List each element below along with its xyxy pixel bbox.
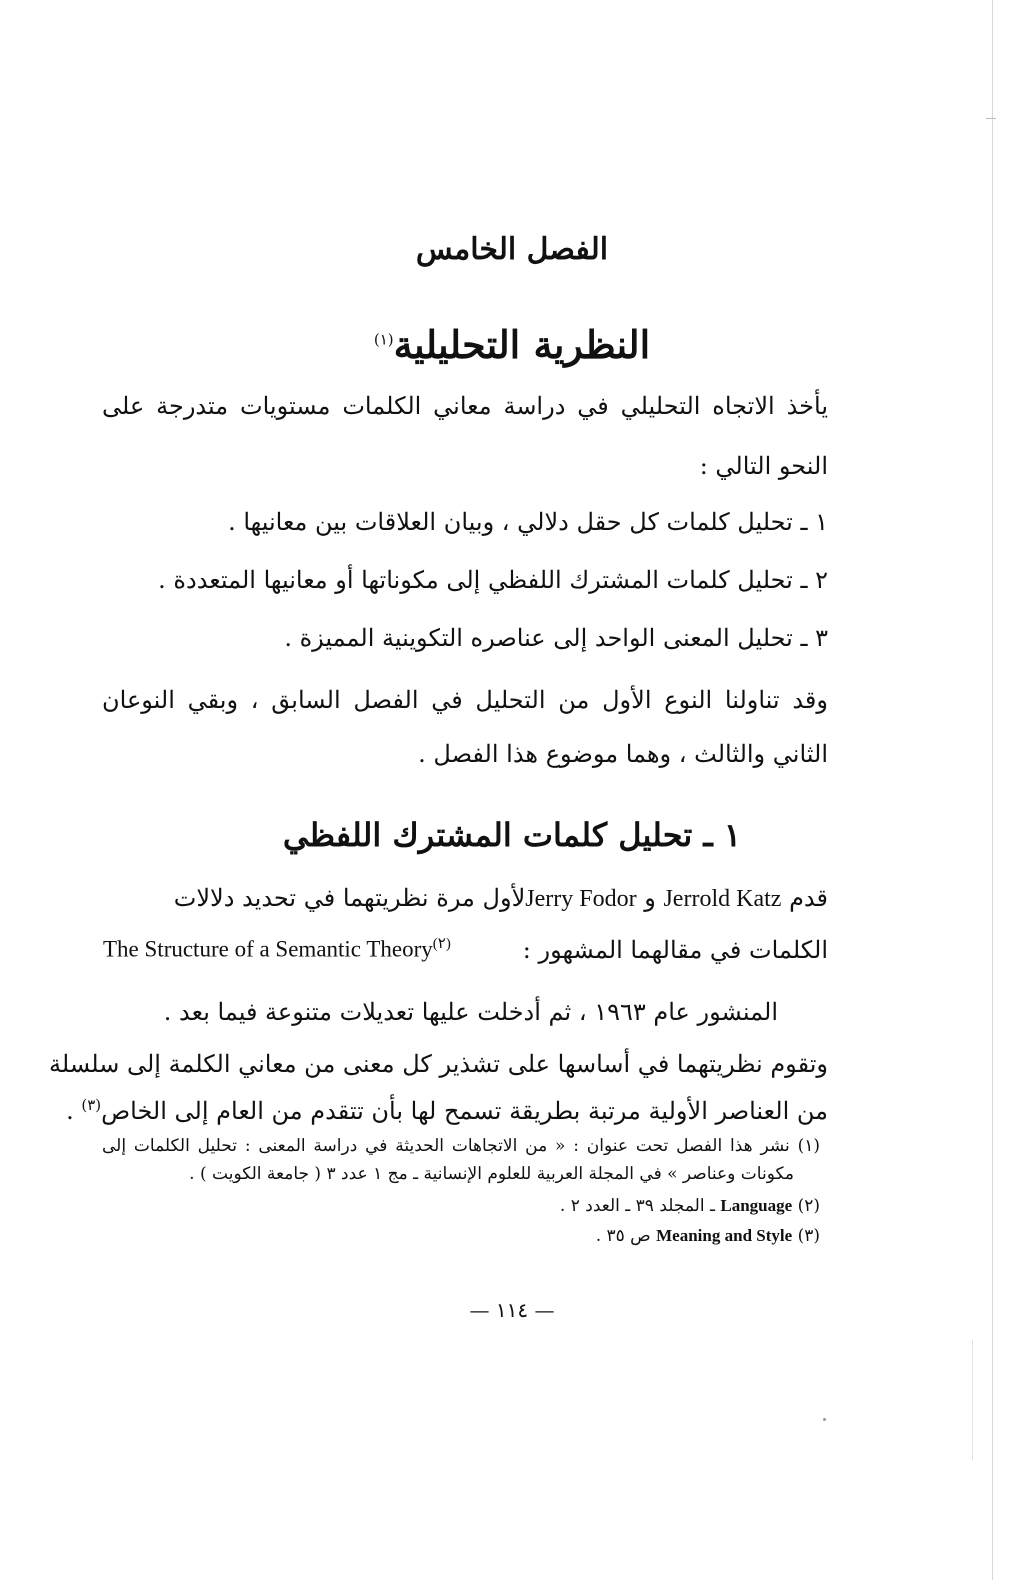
author-katz: Jerrold Katz xyxy=(663,886,782,912)
section-line-2-arabic: الكلمات في مقالهما المشهور : xyxy=(522,936,828,964)
footnote-2-number: (٢) xyxy=(797,1196,820,1216)
step-1: ١ ـ تحليل كلمات كل حقل دلالي ، وبيان العلاقات بين معانيها . xyxy=(228,508,828,536)
footnote-2 xyxy=(560,1196,820,1216)
paragraph-line-1: وقد تناولنا النوع الأول من التحليل في الفصل السابق ، وبقي النوعان xyxy=(102,686,828,714)
footnote-1-line-1: (١) نشر هذا الفصل تحت عنوان : « من الاتجاهات الحديثة في دراسة المعنى : تحليل الكلمات إلى xyxy=(102,1136,820,1156)
section-title: ١ ـ تحليل كلمات المشترك اللفظي xyxy=(282,816,742,854)
intro-line-2: النحو التالي : xyxy=(699,452,828,480)
article-title xyxy=(103,934,451,963)
footnote-1-line-2: مكونات وعناصر » في المجلة العربية للعلوم الإنسانية ـ مج ١ عدد ٣ ( جامعة الكويت ) . xyxy=(189,1164,794,1184)
footnote-3 xyxy=(596,1226,820,1246)
edge-mark xyxy=(986,118,996,119)
chapter-heading: الفصل الخامس xyxy=(415,232,609,267)
section-line-3: المنشور عام ١٩٦٣ ، ثم أدخلت عليها تعديلات متنوعة فيما بعد . xyxy=(163,998,778,1026)
footnote-2-journal: Language xyxy=(720,1196,793,1215)
conjunction: و xyxy=(644,884,656,912)
section-line-1-suffix: لأول مرة نظريتهما في تحديد دلالات xyxy=(173,884,526,912)
footnote-3-book: Meaning and Style xyxy=(656,1226,793,1245)
scan-speck xyxy=(823,1418,826,1421)
footnote-3-number: (٣) xyxy=(797,1226,820,1246)
section-footnote-ref: (٣) xyxy=(81,1096,102,1114)
paragraph-line-2: الثاني والثالث ، وهما موضوع هذا الفصل . xyxy=(418,740,828,768)
intro-line-1: يأخذ الاتجاه التحليلي في دراسة معاني الكلمات مستويات متدرجة على xyxy=(102,392,828,420)
title-footnote-ref: (١) xyxy=(373,330,394,349)
section-line-1 xyxy=(174,884,828,913)
section-line-5-end: . xyxy=(66,1097,82,1125)
footnote-3-rest: ص ٣٥ . xyxy=(595,1226,651,1246)
footnote-2-rest: ـ المجلد ٣٩ ـ العدد ٢ . xyxy=(559,1196,715,1216)
step-2: ٢ ـ تحليل كلمات المشترك اللفظي إلى مكوناتها أو معانيها المتعددة . xyxy=(158,566,828,594)
chapter-title xyxy=(0,322,1024,367)
step-3: ٣ ـ تحليل المعنى الواحد إلى عناصره التكوينية المميزة . xyxy=(284,624,828,652)
article-title-text: The Structure of a Semantic Theory xyxy=(103,936,433,962)
article-footnote-ref: (٢) xyxy=(432,936,451,952)
section-line-5 xyxy=(66,1096,828,1125)
chapter-title-text: النظرية التحليلية xyxy=(393,322,651,367)
page-edge-faint xyxy=(972,1340,973,1460)
author-fodor: Jerry Fodor xyxy=(525,886,637,912)
section-line-4: وتقوم نظريتهما في أساسها على تشذير كل معنى من معاني الكلمة إلى سلسلة xyxy=(49,1050,828,1078)
section-line-1-prefix: قدم xyxy=(789,884,828,912)
section-line-5-text: من العناصر الأولية مرتبة بطريقة تسمح لها بأن تتقدم من العام إلى الخاص xyxy=(101,1097,828,1125)
page-number: — ١١٤ — xyxy=(469,1298,555,1322)
